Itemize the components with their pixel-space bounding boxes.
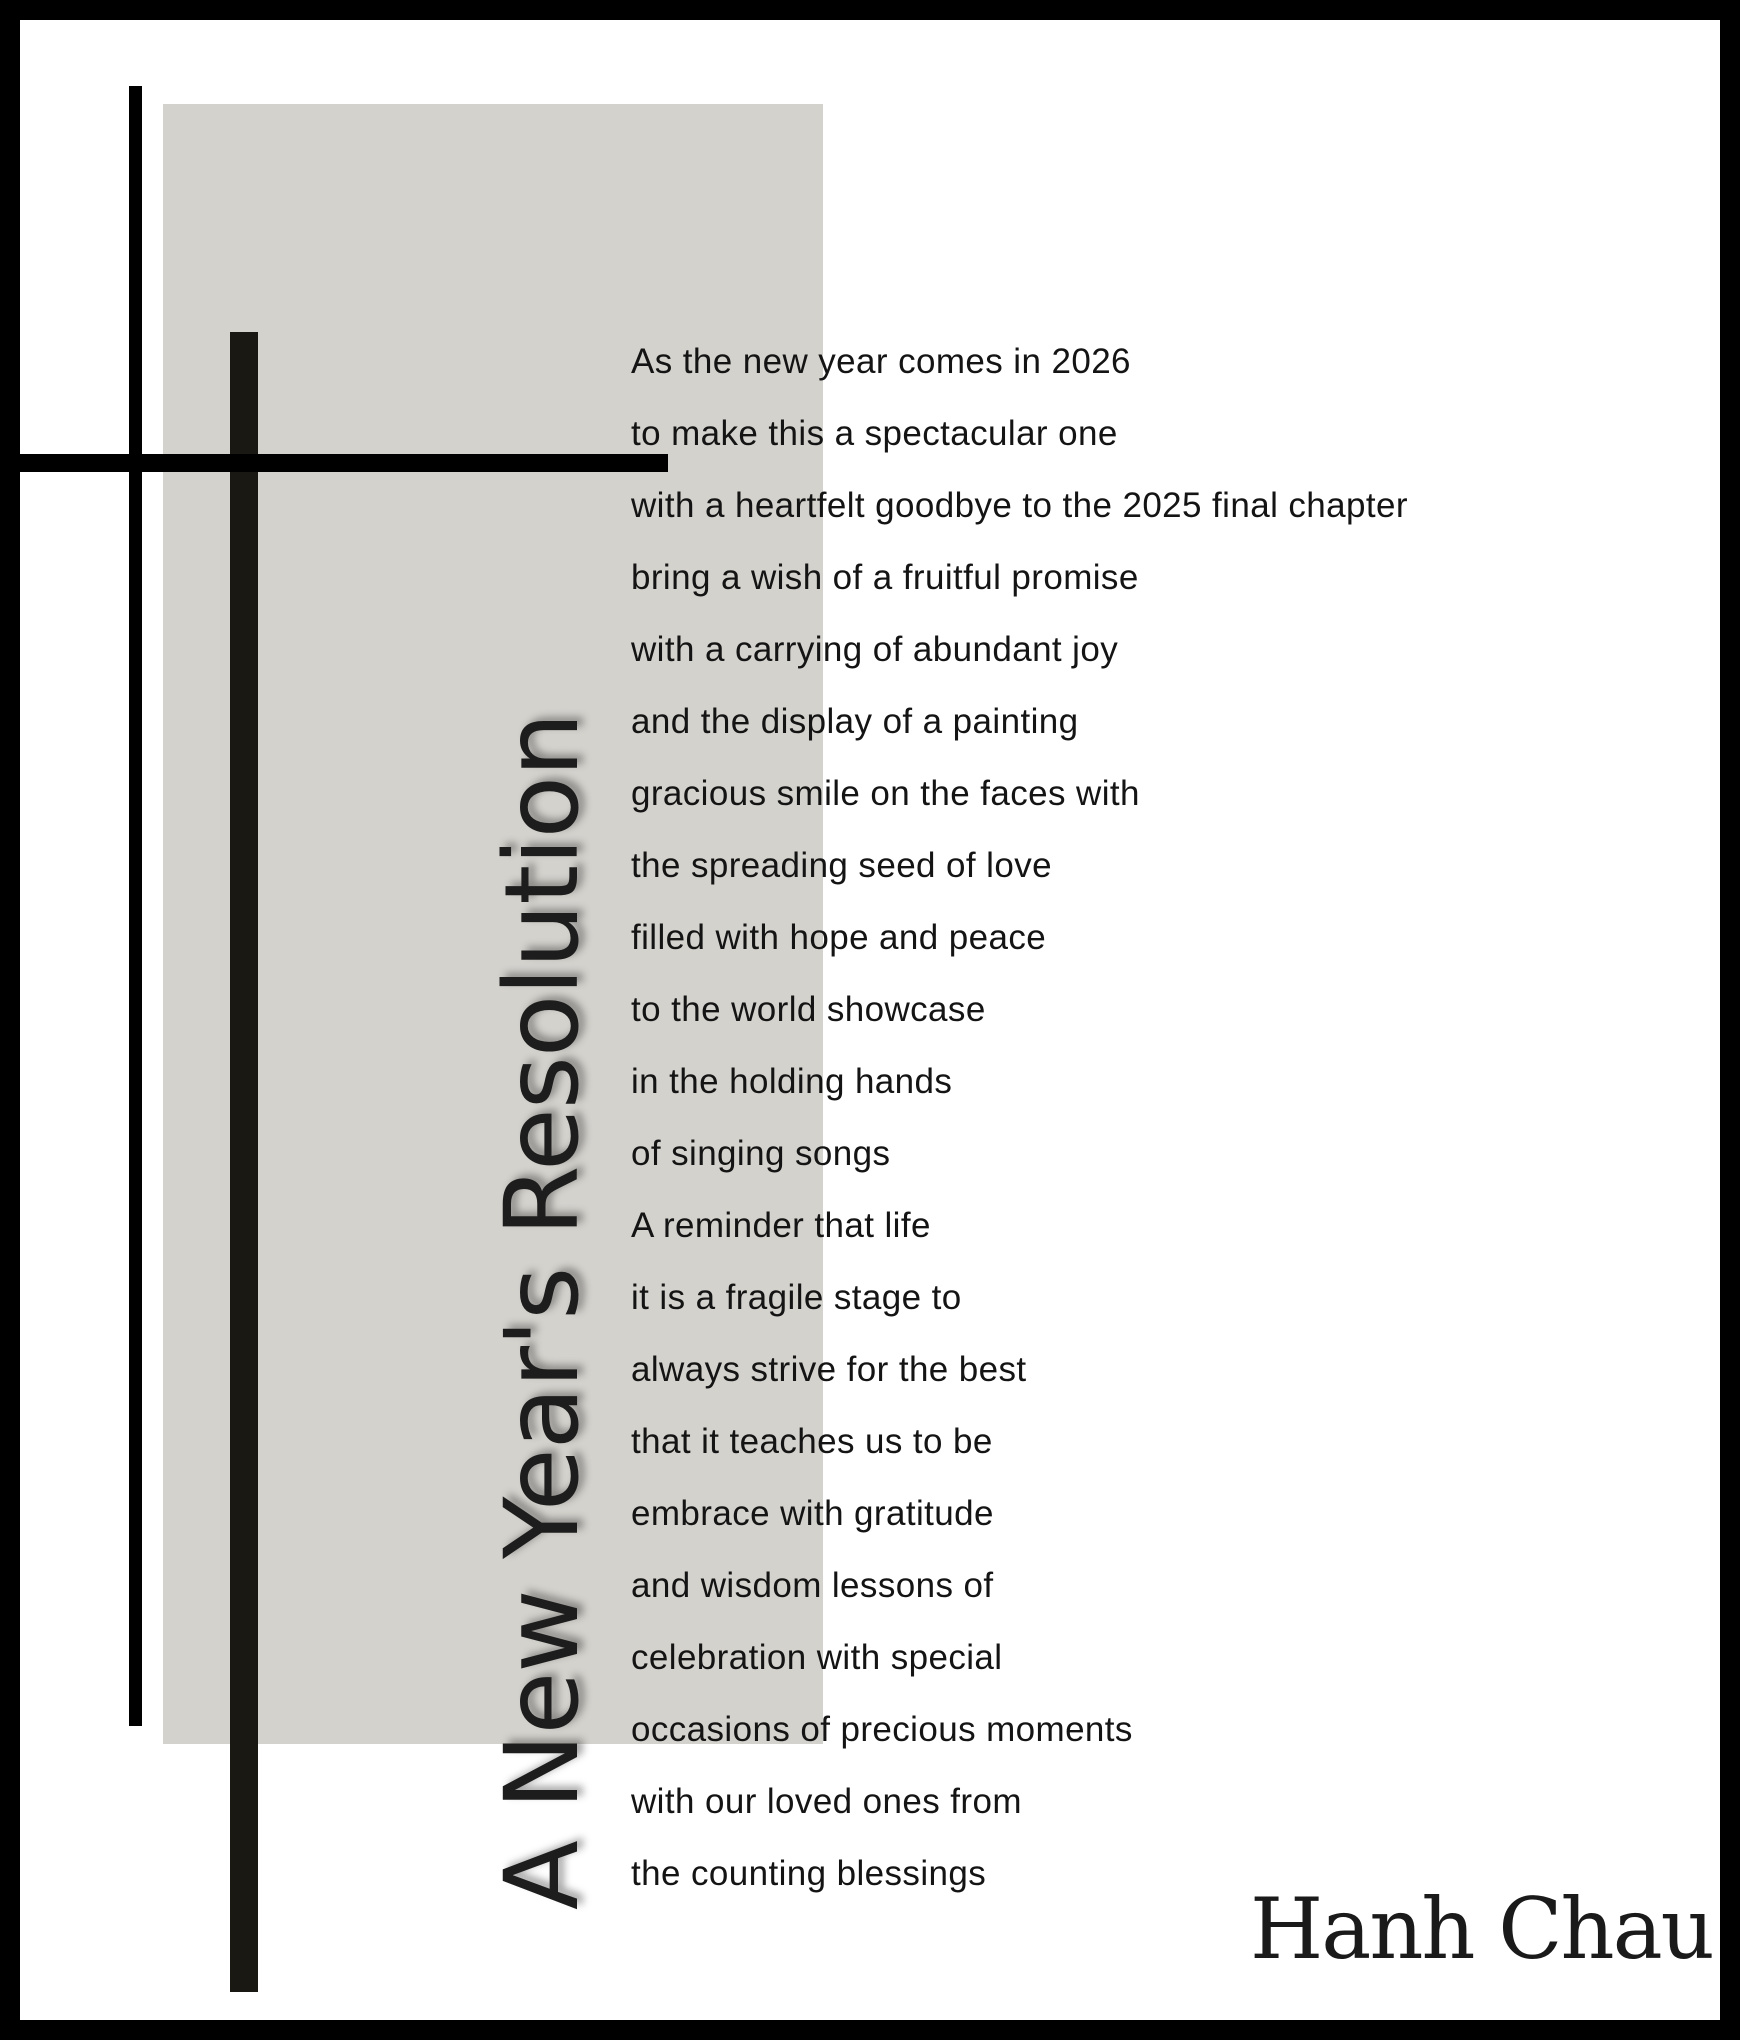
poem-title: A New Year's Resolution [483,713,602,1910]
poem-line: to make this a spectacular one [631,414,1118,453]
poem-line: filled with hope and peace [631,918,1047,957]
poem-line: with our loved ones from [631,1782,1022,1821]
poem-line: bring a wish of a fruitful promise [631,558,1139,597]
poem-line: of singing songs [631,1134,891,1173]
vertical-bar-left [129,86,142,1726]
poem-line: occasions of precious moments [631,1710,1133,1749]
card-canvas [20,20,1720,2020]
poem-line: gracious smile on the faces with [631,774,1140,813]
title-container [483,710,602,1910]
poem-body [631,326,1651,1910]
poem-line: it is a fragile stage to [631,1278,962,1317]
poem-line: with a heartfelt goodbye to the 2025 final chapter [631,486,1408,525]
poem-line: always strive for the best [631,1350,1027,1389]
poem-line: in the holding hands [631,1062,953,1101]
poem-line: the spreading seed of love [631,846,1052,885]
poem-line: the counting blessings [631,1854,987,1893]
poem-line: to the world showcase [631,990,986,1029]
horizontal-bar [20,454,668,472]
vertical-bar-inner [230,332,258,1992]
poem-line: embrace with gratitude [631,1494,994,1533]
poem-line: and the display of a painting [631,702,1079,741]
author-signature: Hanh Chau [1250,1880,1713,1978]
poem-line: As the new year comes in 2026 [631,342,1131,381]
poem-line: that it teaches us to be [631,1422,993,1461]
poem-line: with a carrying of abundant joy [631,630,1119,669]
poem-line: and wisdom lessons of [631,1566,994,1605]
poem-line: A reminder that life [631,1206,931,1245]
poem-line: celebration with special [631,1638,1003,1677]
